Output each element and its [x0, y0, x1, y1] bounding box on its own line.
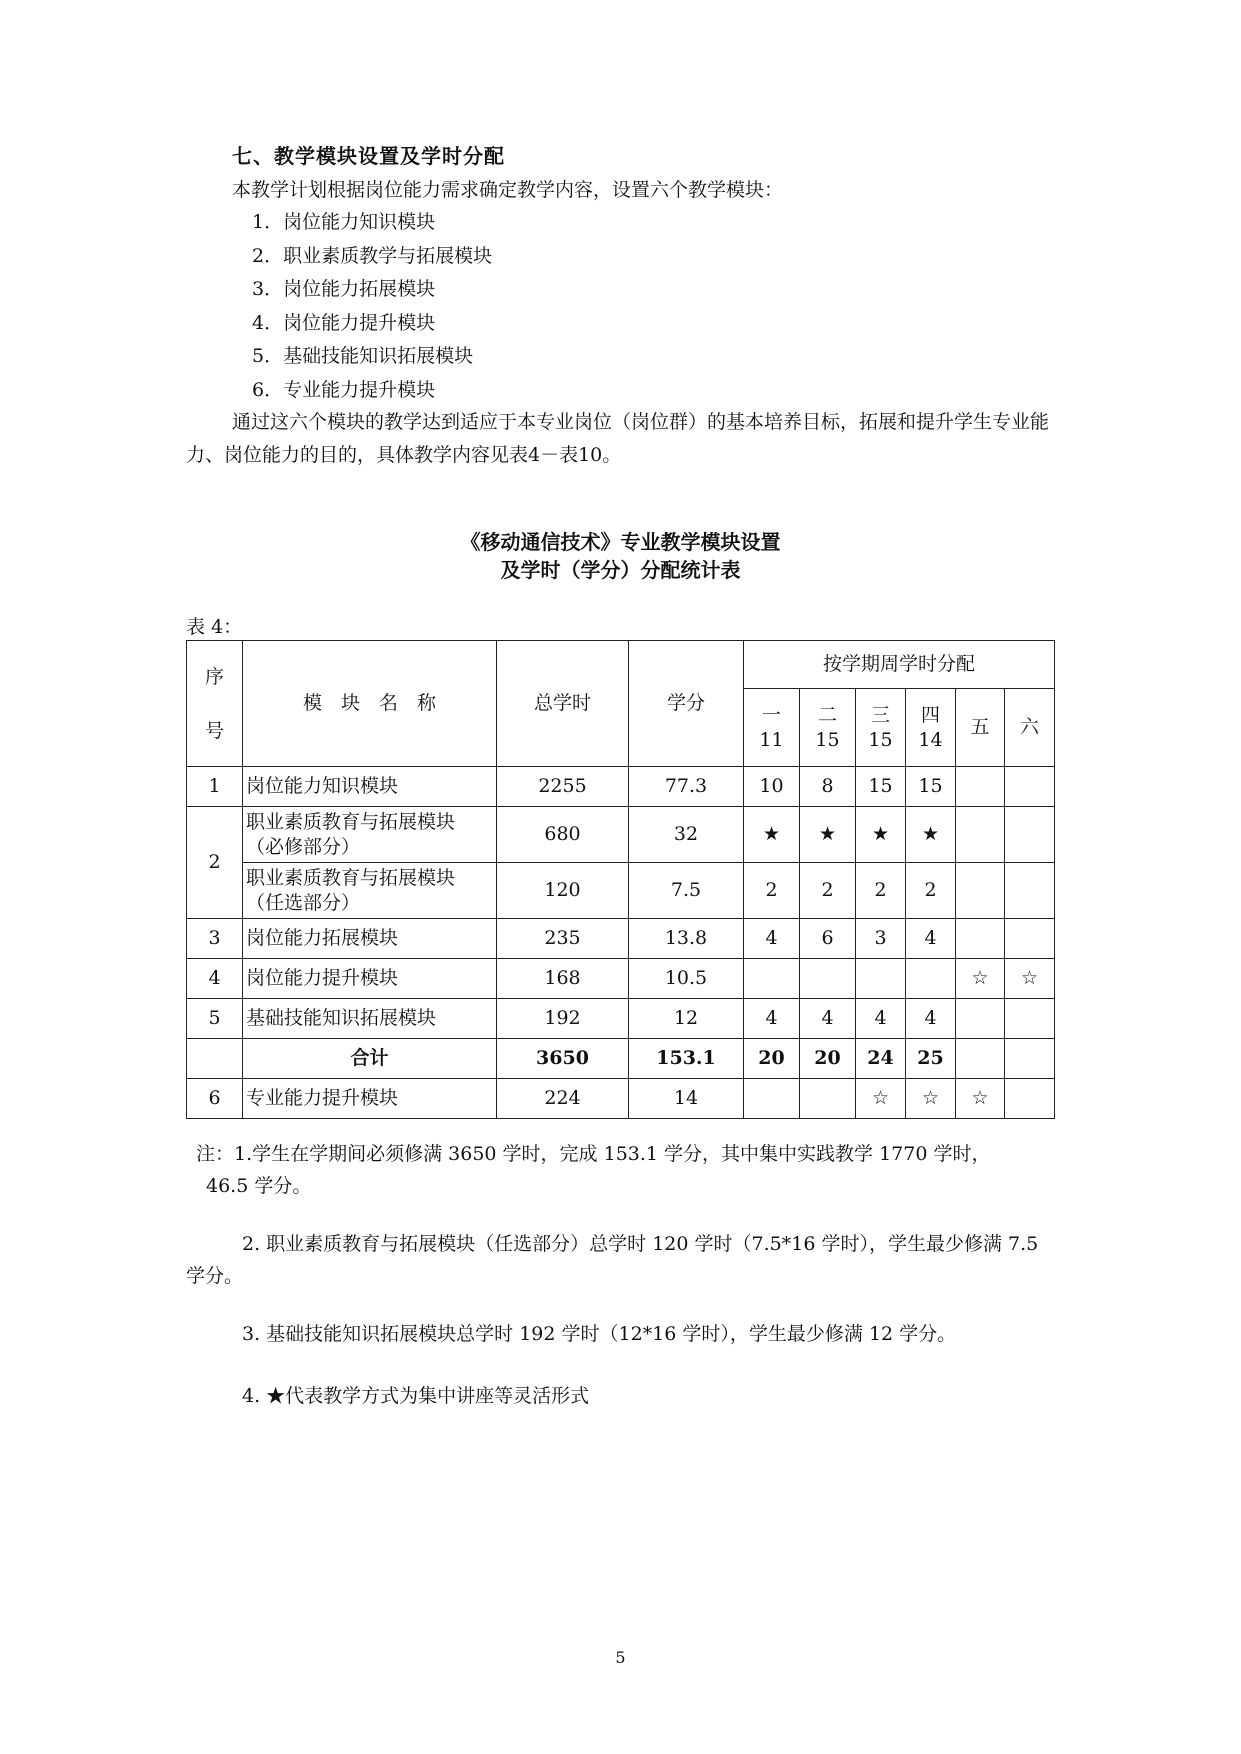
table-row: 5 基础技能知识拓展模块 192 12 4 4 4 4	[187, 999, 1055, 1039]
name-header: 模 块 名 称	[243, 641, 497, 767]
list-item: 4．岗位能力提升模块	[252, 311, 436, 334]
table-title-line1: 《移动通信技术》专业教学模块设置	[460, 530, 781, 554]
hollow-star-icon: ☆	[856, 1079, 906, 1119]
list-item: 2．职业素质教学与拓展模块	[252, 244, 493, 267]
semester-header: 六	[1005, 689, 1055, 767]
hollow-star-icon: ☆	[956, 959, 1005, 999]
table-row: 6 专业能力提升模块 224 14 ☆ ☆ ☆	[187, 1079, 1055, 1119]
table-row: 2 职业素质教育与拓展模块 （必修部分） 680 32 ★ ★ ★ ★	[187, 807, 1055, 863]
seq-header: 序 号	[187, 641, 243, 767]
star-icon: ★	[906, 807, 956, 863]
list-item: 6．专业能力提升模块	[252, 378, 436, 401]
star-icon: ★	[800, 807, 856, 863]
semester-header: 二 15	[800, 689, 856, 767]
table-row: 职业素质教育与拓展模块 （任选部分） 120 7.5 2 2 2 2	[187, 863, 1055, 919]
semester-header: 五	[956, 689, 1005, 767]
module-list	[252, 206, 492, 407]
note-1: 注：1.学生在学期间必须修满 3650 学时，完成 153.1 学分，其中集中实践教学 1770 学时， 46.5 学分。	[196, 1143, 991, 1197]
section-heading: 七、教学模块设置及学时分配	[232, 144, 505, 168]
module-allocation-table	[186, 640, 1055, 1119]
hollow-star-icon: ☆	[906, 1079, 956, 1119]
note-2: 2. 职业素质教育与拓展模块（任选部分）总学时 120 学时（7.5*16 学时），学生最少修满 7.5 学分。	[186, 1233, 1039, 1287]
table-label: 表 4：	[186, 616, 243, 638]
table-header-row	[187, 641, 1055, 689]
star-icon: ★	[744, 807, 800, 863]
hollow-star-icon: ☆	[956, 1079, 1005, 1119]
hollow-star-icon: ☆	[1005, 959, 1055, 999]
weekly-header: 按学期周学时分配	[744, 641, 1055, 689]
list-item: 1．岗位能力知识模块	[252, 211, 436, 233]
semester-header: 一 11	[744, 689, 800, 767]
semester-header: 四 14	[906, 689, 956, 767]
note-3: 3. 基础技能知识拓展模块总学时 192 学时（12*16 学时），学生最少修满 12 学分。	[242, 1323, 957, 1345]
note-4: 4. ★代表教学方式为集中讲座等灵活形式	[242, 1385, 590, 1407]
table-title-line2: 及学时（学分）分配统计表	[500, 558, 741, 582]
table-row: 4 岗位能力提升模块 168 10.5 ☆ ☆	[187, 959, 1055, 999]
credits-header: 学分	[629, 641, 744, 767]
star-icon: ★	[856, 807, 906, 863]
total-row: 合计 3650 153.1 20 20 24 25	[187, 1039, 1055, 1079]
intro-paragraph: 本教学计划根据岗位能力需求确定教学内容，设置六个教学模块：	[232, 179, 784, 201]
summary-paragraph: 通过这六个模块的教学达到适应于本专业岗位（岗位群）的基本培养目标，拓展和提升学生专业能力、岗位能力的目的，具体教学内容见表4－表10。	[186, 411, 1050, 466]
page-number: 5	[615, 1648, 626, 1667]
semester-header: 三 15	[856, 689, 906, 767]
table-row: 3 岗位能力拓展模块 235 13.8 4 6 3 4	[187, 919, 1055, 959]
table-row: 1 岗位能力知识模块 2255 77.3 10 8 15 15	[187, 767, 1055, 807]
list-item: 5．基础技能知识拓展模块	[252, 345, 474, 367]
list-item: 3．岗位能力拓展模块	[252, 278, 436, 300]
hours-header: 总学时	[497, 641, 629, 767]
